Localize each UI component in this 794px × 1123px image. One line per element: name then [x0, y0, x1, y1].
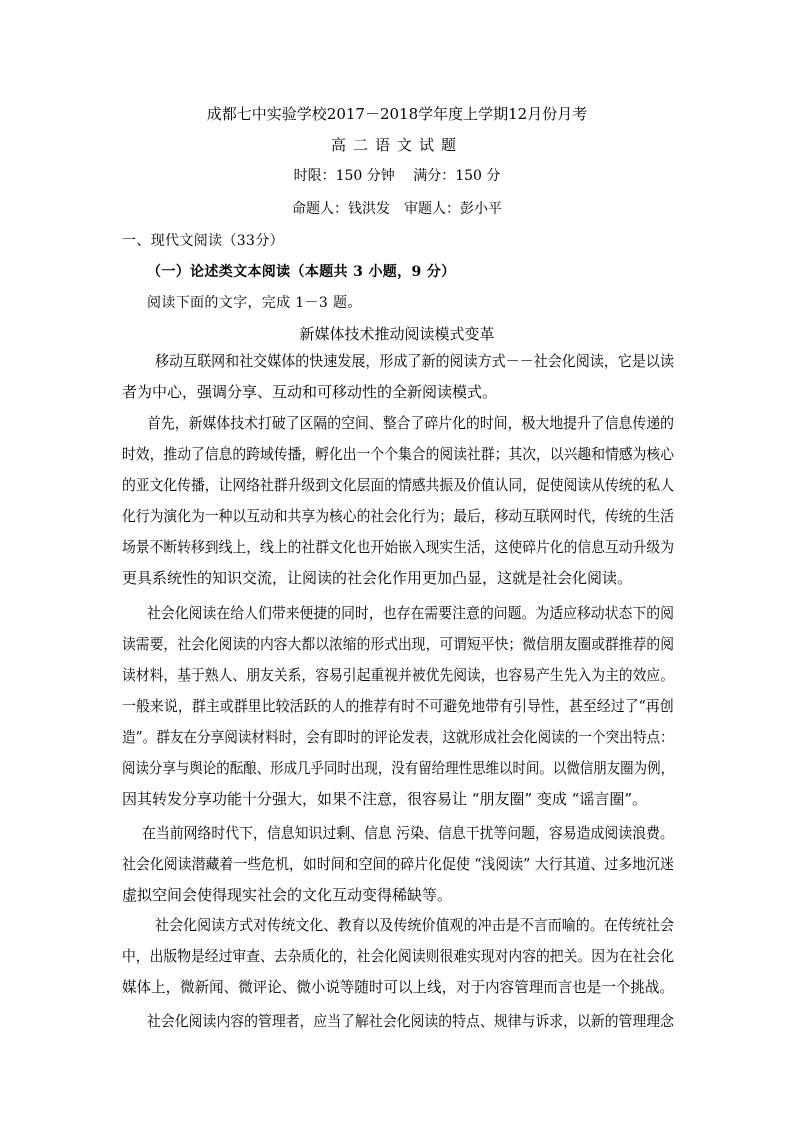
- article-line: 者为中心，强调分享、互动和可移动性的全新阅读模式。: [122, 383, 498, 401]
- article-line: 化行为演化为一种以互动和共享为核心的社会化行为；最后，移动互联网时代，传统的生活: [122, 507, 675, 525]
- article-line: 时效，推动了信息的跨域传播，孵化出一个个集合的阅读社群；其次，以兴趣和情感为核心: [122, 445, 675, 463]
- article-line: 社会化阅读潜藏着一些危机，如时间和空间的碎片化促使 “浅阅读” 大行其道、过多地沉迷: [122, 855, 674, 873]
- article-line: 阅读分享与舆论的酝酿、形成几乎同时出现，没有留给理性思维以时间。以微信朋友圈为例，: [122, 759, 675, 777]
- article-line: 社会化阅读在给人们带来便捷的同时，也存在需要注意的问题。为适应移动状态下的阅: [147, 604, 675, 622]
- article-line: 中，出版物是经过审查、去杂质化的，社会化阅读则很难实现对内容的把关。因为在社会化: [122, 947, 675, 965]
- article-line: 社会化阅读内容的管理者，应当了解社会化阅读的特点、规律与诉求，以新的管理理念: [147, 1012, 675, 1030]
- article-line: 首先，新媒体技术打破了区隔的空间、整合了碎片化的时间，极大地提升了信息传递的: [147, 414, 675, 432]
- reading-instruction: 阅读下面的文字，完成 1－3 题。: [147, 295, 362, 311]
- article-line: 更具系统性的知识交流，让阅读的社会化作用更加凸显，这就是社会化阅读。: [122, 569, 633, 587]
- subject-title: 高二语文试题: [330, 136, 463, 154]
- section-subheading: （一）论述类文本阅读（本题共 3 小题，9 分）: [147, 264, 456, 280]
- article-line: 因其转发分享功能十分强大，如果不注意，很容易让 “朋友圈” 变成 “谣言圈”。: [122, 790, 647, 808]
- article-line: 虚拟空间会使得现实社会的文化互动变得稀缺等。: [122, 886, 453, 904]
- article-title: 新媒体技术推动阅读模式变革: [299, 325, 495, 343]
- authors-info: 命题人：钱洪发 审题人：彭小平: [292, 201, 502, 217]
- article-line: 社会化阅读方式对传统文化、教育以及传统价值观的冲击是不言而喻的。在传统社会: [155, 916, 674, 934]
- section-heading: 一、现代文阅读（33分）: [122, 233, 285, 249]
- article-line: 场景不断转移到线上，线上的社群文化也开始嵌入现实生活，这使碎片化的信息互动升级为: [122, 538, 675, 556]
- exam-school-title: 成都七中实验学校2017－2018学年度上学期12月份月考: [206, 105, 588, 123]
- article-line: 在当前网络时代下，信息知识过剩、信息 污染、信息干扰等问题，容易造成阅读浪费。: [142, 824, 674, 842]
- article-line: 读材料，基于熟人、朋友关系，容易引起重视并被优先阅读，也容易产生先入为主的效应。: [122, 666, 675, 684]
- article-line: 造”。群友在分享阅读材料时，会有即时的评论发表，这就形成社会化阅读的一个突出特点：: [122, 728, 674, 746]
- article-line: 读需要，社会化阅读的内容大都以浓缩的形式出现，可谓短平快；微信朋友圈或群推荐的阅: [122, 635, 675, 653]
- article-line: 移动互联网和社交媒体的快速发展，形成了新的阅读方式－－社会化阅读，它是以读: [155, 352, 674, 370]
- time-score-info: 时限：150 分钟 满分：150 分: [293, 168, 501, 184]
- article-line: 媒体上，微新闻、微评论、微小说等随时可以上线，对于内容管理而言也是一个挑战。: [122, 978, 675, 996]
- article-line: 的亚文化传播，让网络社群升级到文化层面的情感共振及价值认同，促使阅读从传统的私人: [122, 476, 675, 494]
- article-line: 一般来说，群主或群里比较活跃的人的推荐有时不可避免地带有引导性，甚至经过了“再创: [122, 697, 674, 715]
